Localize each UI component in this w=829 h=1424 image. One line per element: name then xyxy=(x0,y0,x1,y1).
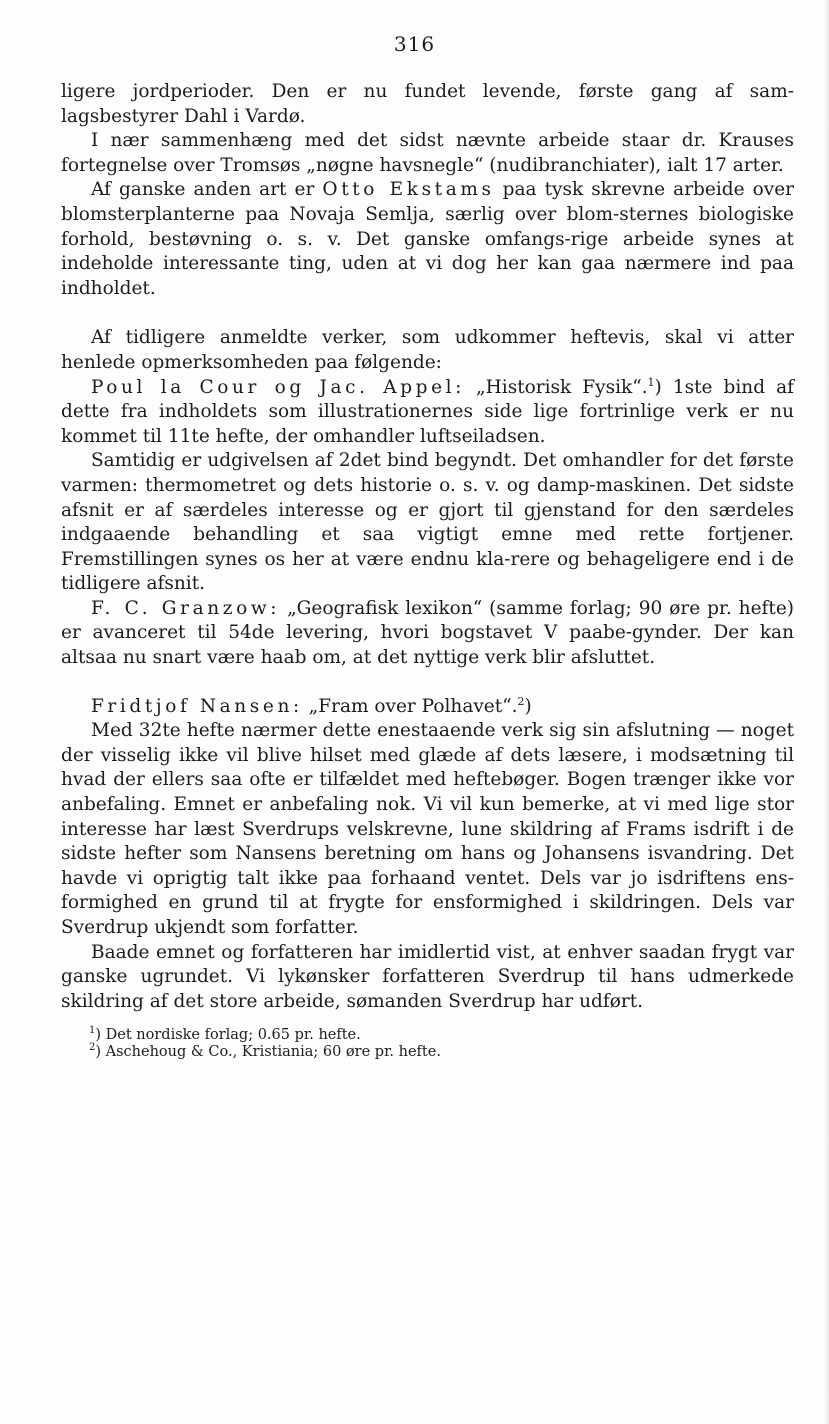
book-title: „Fram over Polhavet“. xyxy=(302,695,518,717)
page-number: 316 xyxy=(393,32,436,56)
paragraph-granzow xyxy=(61,597,794,671)
footnote-ref: 2 xyxy=(517,694,525,708)
paragraph-conclusion: Baade emnet og forfatteren har imidlertid vist, at enhver saadan frygt var ganske ugrundet. Vi lykønsker forfatteren Sverdrup til hans udmerkede skildring af det store arbeide, sømanden Sverdrup har udført. xyxy=(61,941,794,1012)
section-gap xyxy=(61,301,794,326)
author-name: Poul la Cour og Jac. Appel: xyxy=(91,376,465,398)
paragraph-continuation: ligere jordperioder. Den er nu fundet levende, første gang af sam-lagsbestyrer Dahl i Vardø. xyxy=(61,81,794,127)
footnote xyxy=(89,1044,794,1061)
footnote-ref: 1 xyxy=(647,375,655,389)
footnotes xyxy=(61,1027,794,1061)
author-name: F. C. Granzow: xyxy=(91,597,281,619)
paragraph-second-volume: Samtidig er udgivelsen af 2det bind begyndt. Det omhandler for det første varmen: thermometret og dets historie o. s. v. og damp-maskinen. Det sidste afsnit er af særdeles interesse og er gjort til gjenstand for den særdeles indgaaende behandling et saa vigtigt emne med rette fortjener. Fremstillingen synes os her at være endnu kla-rere og behageligere end i de tidligere afsnit. xyxy=(61,450,794,595)
paragraph-body: paa tysk skrevne arbeide over blomsterplanterne paa Novaja Semlja, særlig over blom-sternes biologiske forhold, bestøvning o. s. v. Det ganske omfangs-rige arbeide synes at indeholde interessante ting, uden at vi dog her kan gaa nærmere ind paa indholdet. xyxy=(61,179,794,299)
footnote-mark: 1 xyxy=(89,1025,96,1037)
footnote xyxy=(89,1027,794,1044)
paragraph-nansen-heading xyxy=(61,695,794,720)
footnote-mark: 2 xyxy=(89,1042,96,1054)
paragraph-krause: I nær sammenhæng med det sidst nævnte arbeide staar dr. Krauses fortegnelse over Tromsøs „nøgne havsnegle“ (nudibranchiater), ialt 17 arter. xyxy=(61,130,794,176)
author-name: Fridtjof Nansen: xyxy=(91,695,303,717)
paragraph-ekstam xyxy=(61,178,794,301)
paragraph-lead: Af ganske anden art er xyxy=(91,179,323,201)
paragraph-body: ) xyxy=(524,695,532,717)
paragraph-nansen-review: Med 32te hefte nærmer dette enestaaende verk sig sin afslutning — noget der visselig ikke vil blive hilset med glæde af dets læsere, i modsætning til hvad der ellers saa ofte er tilfældet med heftebøger. Bogen trænger ikke vor anbefaling. Emnet er anbefaling nok. Vi vil kun bemerke, at vi med lige stor interesse har læst Sverdrups velskrevne, lune skildring af Frams isdrift i de sidste hefter som Nansens beretning om hans og Johansens isvandring. Det havde vi oprigtig talt ikke paa forhaand ventet. Dels var jo isdriftens ens-formighed en grund til at frygte for ensformighed i skildringen. Dels var Sverdrup ukjendt som forfatter. xyxy=(61,720,794,938)
section-gap xyxy=(61,671,794,695)
page-edge-shadow xyxy=(823,0,829,1424)
paragraph-intro-serials: Af tidligere anmeldte verker, som udkommer heftevis, skal vi atter henlede opmerksomheden paa følgende: xyxy=(61,327,794,373)
paragraph-la-cour xyxy=(61,376,794,450)
paragraph-body: ) 1ste bind af dette fra indholdets som illustrationernes side lige fortrinlige verk er nu kommet til 11te hefte, der omhandler luftseiladsen. xyxy=(61,376,794,447)
text-column xyxy=(61,80,794,1061)
paragraph-body: „Geografisk lexikon“ (samme forlag; 90 øre pr. hefte) er avanceret til 54de levering, hvori bogstavet V paabe-gynder. Der kan altsaa nu snart være haab om, at det nyttige verk blir afsluttet. xyxy=(61,597,794,669)
footnote-text: ) Aschehoug & Co., Kristiania; 60 øre pr. hefte. xyxy=(95,1044,441,1061)
book-title: „Historisk Fysik“. xyxy=(465,376,648,398)
footnote-text: ) Det nordiske forlag; 0.65 pr. hefte. xyxy=(95,1027,361,1044)
author-name: Otto Ekstams xyxy=(322,179,495,201)
